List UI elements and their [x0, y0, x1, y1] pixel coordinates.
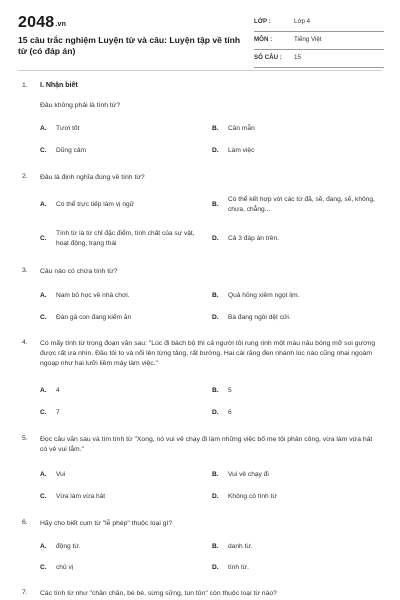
option-text: Dũng cảm	[56, 147, 87, 154]
option-text: Nam bỏ học về nhà chơi.	[56, 292, 130, 299]
option-letter: C.	[40, 314, 47, 321]
question-text: Đọc câu văn sau và tìm tính từ "Xong, nó vui vẻ chạy đi làm những việc bố mẹ tôi phân công, vừa làm vừa hát có vẻ vui lắm."	[40, 436, 373, 453]
meta-table	[254, 14, 384, 68]
option-letter: A.	[40, 543, 47, 550]
option-letter: C.	[40, 409, 47, 416]
option-text: chủ vị	[56, 564, 74, 571]
option-text: Làm việc	[228, 147, 255, 154]
option-letter: D.	[212, 147, 219, 154]
meta-row-subject	[254, 32, 384, 50]
option-letter: A.	[40, 201, 47, 208]
option-text: Quả hồng xiêm ngọt lịm.	[228, 292, 300, 299]
document-header	[18, 12, 384, 64]
option-letter: C.	[40, 564, 47, 571]
option-letter: D.	[212, 235, 219, 242]
question-text: Các tính từ như "chần chần, bè bè, sừng sững, tun tủn" còn thuộc loại từ nào?	[40, 590, 277, 597]
option-text: Tươi tốt	[56, 125, 80, 132]
question-number: 6.	[22, 519, 28, 526]
site-logo[interactable]	[18, 14, 66, 32]
option-letter: B.	[212, 387, 219, 394]
document-title: 15 câu trắc nghiệm Luyện từ và câu: Luyện tập về tính từ (có đáp án)	[18, 35, 241, 56]
option-text: tính từ.	[228, 564, 249, 571]
option-letter: B.	[212, 543, 219, 550]
meta-key: MÔN :	[254, 36, 273, 43]
section-heading: I. Nhận biết	[40, 82, 78, 89]
option-text: Cần mẫn	[228, 125, 255, 132]
question-text: Đâu không phải là tính từ?	[40, 102, 121, 109]
question-number: 1.	[22, 82, 28, 89]
option-text: Vui vẻ chạy đi	[228, 471, 269, 478]
question-text: Đâu là định nghĩa đúng về tính từ?	[40, 174, 145, 181]
question-number: 4.	[22, 339, 28, 346]
option-letter: B.	[212, 471, 219, 478]
option-letter: A.	[40, 125, 47, 132]
meta-key: LỚP :	[254, 18, 271, 25]
option-text: Tính từ là từ chỉ đặc điểm, tính chất của sự vật, hoạt động, trạng thái	[56, 230, 195, 247]
question-text: Câu nào có chứa tính từ?	[40, 268, 118, 275]
meta-key: SỐ CÂU :	[254, 54, 282, 61]
option-text: 4	[56, 387, 60, 394]
meta-row-count	[254, 50, 384, 68]
option-letter: B.	[212, 201, 219, 208]
logo-text: 2048	[18, 14, 55, 31]
option-letter: C.	[40, 235, 47, 242]
option-letter: B.	[212, 292, 219, 299]
option-text: Có thể kết hợp với các từ đã, sẽ, đang, sẽ, không, chưa, chẳng...	[228, 196, 375, 213]
option-text: Bà đang ngồi dệt cửi.	[228, 314, 291, 321]
option-text: Cả 3 đáp án trên.	[228, 235, 279, 242]
option-letter: A.	[40, 292, 47, 299]
option-letter: A.	[40, 471, 47, 478]
option-letter: D.	[212, 409, 219, 416]
question-number: 3.	[22, 267, 28, 274]
meta-row-class	[254, 14, 384, 32]
option-letter: D.	[212, 493, 219, 500]
meta-value: Tiếng Việt	[294, 36, 322, 43]
option-text: 5	[228, 387, 232, 394]
meta-value: Lớp 4	[294, 18, 311, 25]
option-text: Vui	[56, 471, 66, 478]
question-text: Có mấy tính từ trong đoạn văn sau: "Lúc đi bách bộ thì cả người tôi rung rinh một màu nâu bóng mỡ soi gương được rất ưa nhìn. Đầu tôi to và nổi lên từng tảng, rất bướng. Hai cái răng đen nhánh lúc nào cũng nhai ngoàm ngoạp như hai lưỡi liềm máy làm việc."	[40, 340, 376, 367]
option-letter: B.	[212, 125, 219, 132]
option-text: 6	[228, 409, 232, 416]
option-letter: C.	[40, 147, 47, 154]
option-text: 7	[56, 409, 60, 416]
option-text: danh từ.	[228, 543, 253, 550]
header-divider	[18, 70, 382, 71]
option-letter: D.	[212, 314, 219, 321]
option-letter: A.	[40, 387, 47, 394]
question-number: 2.	[22, 173, 28, 180]
logo-suffix: .vn	[55, 21, 67, 28]
option-letter: C.	[40, 493, 47, 500]
option-letter: D.	[212, 564, 219, 571]
option-text: Vừa làm vừa hát	[56, 493, 106, 500]
option-text: động từ.	[56, 543, 81, 550]
option-text: Có thể trực tiếp làm vị ngữ	[56, 201, 135, 208]
meta-value: 15	[294, 54, 301, 61]
question-text: Hãy cho biết cụm từ "lễ phép" thuộc loại gì?	[40, 520, 173, 527]
question-number: 5.	[22, 435, 28, 442]
option-text: Không có tính từ	[228, 493, 277, 500]
option-text: Đàn gà con đang kiếm ăn	[56, 314, 132, 321]
question-number: 7.	[22, 589, 28, 596]
